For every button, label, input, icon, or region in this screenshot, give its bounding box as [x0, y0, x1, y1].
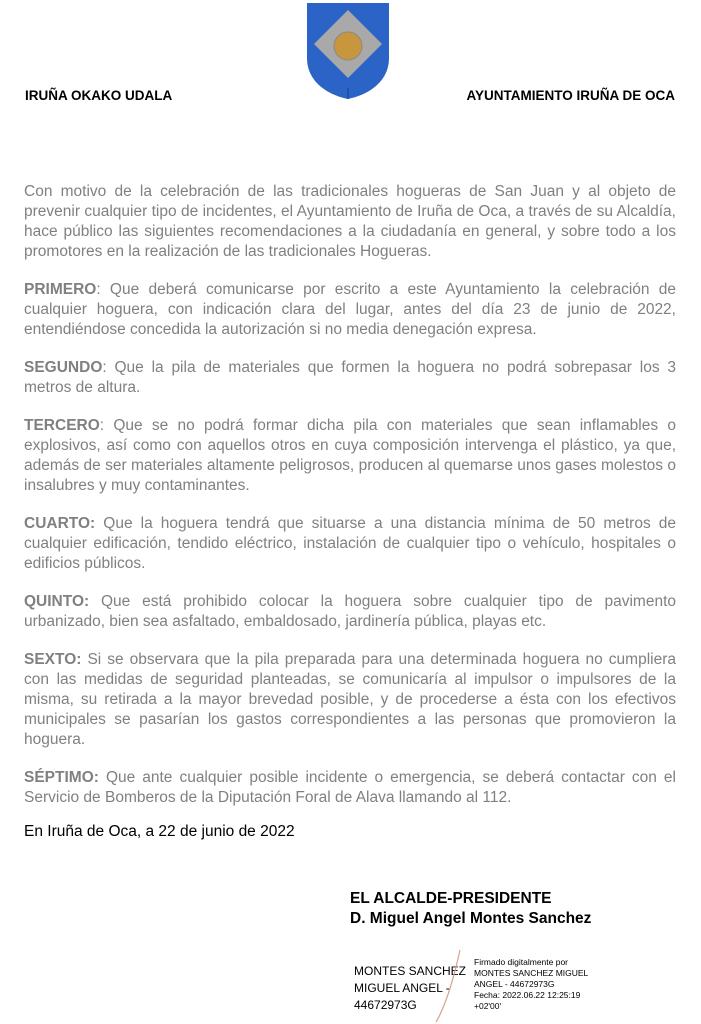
signature-info-line: MONTES SANCHEZ MIGUEL	[474, 968, 589, 978]
clause-primero	[24, 280, 676, 340]
announcement-body	[24, 182, 676, 826]
clause-text: Si se observara que la pila preparada para una determinada hoguera no cumpliera con las medidas de seguridad planteadas, se comunicaría al impulsor o impulsores de la misma, su retirada a la mayor brevedad posible, y de procederse a ésta con los efectivos municipales se pasarían los gastos correspondientes a las personas que promovieron la hoguera.	[24, 651, 676, 748]
signer-name: D. Miguel Angel Montes Sanchez	[350, 910, 592, 927]
clause-text: Que está prohibido colocar la hoguera sobre cualquier tipo de pavimento urbanizado, bien sea asfaltado, embaldosado, jardinería pública, playas etc.	[24, 593, 676, 630]
clause-label: SEGUNDO	[24, 359, 103, 376]
signer-line: MONTES SANCHEZ	[354, 964, 467, 978]
signer-line: MIGUEL ANGEL -	[354, 981, 450, 995]
clause-text: Que se no podrá formar dicha pila con materiales que sean inflamables o explosivos, así como con aquellos otros en cuya composición intervenga el plástico, ya que, además de ser materiales altamente peligrosos, producen al quemarse unos gases molestos o insalubres y muy contaminantes.	[24, 417, 676, 494]
clause-label: CUARTO	[24, 515, 91, 532]
header-spanish-name: AYUNTAMIENTO IRUÑA DE OCA	[466, 88, 675, 103]
clause-label: SEXTO	[24, 651, 77, 668]
signature-info-line: Firmado digitalmente por	[474, 957, 569, 967]
clause-separator: :	[76, 651, 82, 668]
clause-cuarto	[24, 514, 676, 574]
clause-text: Que la hoguera tendrá que situarse a una distancia mínima de 50 metros de cualquier edificación, tendido eléctrico, instalación de cualquier tipo o vehículo, hospitales o edificios públicos.	[24, 515, 676, 572]
place-and-date: En Iruña de Oca, a 22 de junio de 2022	[24, 823, 295, 840]
coat-of-arms-logo	[306, 2, 390, 100]
intro-paragraph: Con motivo de la celebración de las tradicionales hogueras de San Juan y al objeto de prevenir cualquier tipo de incidentes, el Ayuntamiento de Iruña de Oca, a través de su Alcaldía, hace público las siguientes recomendaciones a la ciudadanía en general, y sobre todo a los promotores en la realización de las tradicionales Hogueras.	[24, 183, 676, 260]
clause-label: PRIMERO	[24, 281, 97, 298]
clause-text: Que la pila de materiales que formen la hoguera no podrá sobrepasar los 3 metros de altura.	[24, 359, 676, 396]
digital-signature-info	[474, 957, 604, 1012]
clause-label: TERCERO	[24, 417, 100, 434]
signature-block	[350, 889, 591, 929]
signature-info-line: Fecha: 2022.06.22 12:25:19	[474, 990, 581, 1000]
clause-septimo	[24, 768, 676, 808]
signer-title: EL ALCALDE-PRESIDENTE	[350, 890, 552, 907]
gold-circle	[334, 32, 362, 60]
clause-label: SÉPTIMO	[24, 769, 94, 786]
clause-separator: :	[84, 593, 90, 610]
clause-quinto	[24, 592, 676, 632]
clause-separator: :	[102, 359, 107, 376]
clause-label: QUINTO	[24, 593, 84, 610]
clause-separator: :	[90, 515, 96, 532]
clause-separator: :	[93, 769, 99, 786]
clause-segundo	[24, 358, 676, 398]
clause-separator: :	[99, 417, 105, 434]
signature-info-line: +02'00'	[474, 1001, 502, 1011]
clause-text: Que deberá comunicarse por escrito a este Ayuntamiento la celebración de cualquier hoguera, con indicación clara del lugar, antes del día 23 de junio de 2022, entendiéndose concedida la autorización si no media denegación expresa.	[24, 281, 676, 338]
clause-text: Que ante cualquier posible incidente o emergencia, se deberá contactar con el Servicio de Bomberos de la Diputación Foral de Alava llamando al 112.	[24, 769, 676, 806]
clause-sexto	[24, 650, 676, 750]
header-basque-name: IRUÑA OKAKO UDALA	[25, 88, 173, 103]
clause-separator: :	[96, 281, 101, 298]
signer-line: 44672973G	[354, 998, 417, 1012]
signature-flourish-icon	[432, 948, 472, 1024]
clause-tercero	[24, 416, 676, 496]
signature-info-line: ANGEL - 44672973G	[474, 979, 555, 989]
